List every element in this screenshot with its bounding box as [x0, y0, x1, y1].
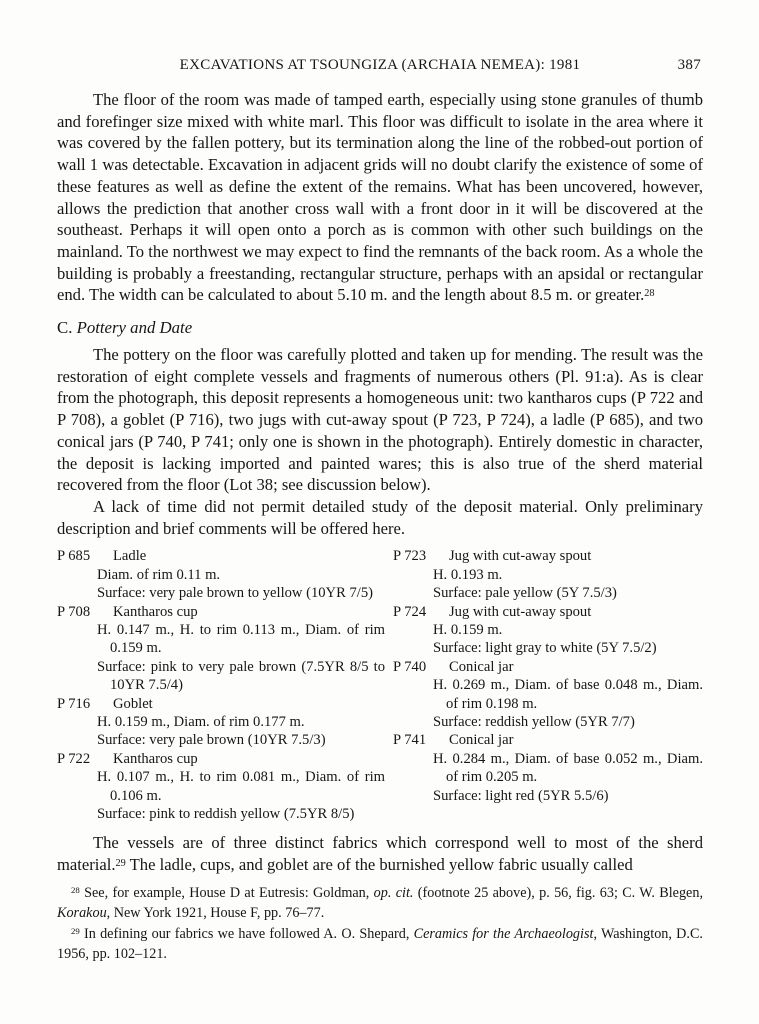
catalog-entry-head [57, 603, 385, 621]
catalog-entry-detail: H. 0.193 m. [433, 566, 503, 583]
catalog-entry-detail: Surface: light gray to white (5Y 7.5/2) [433, 640, 657, 657]
catalog-entry-number: P 723 [393, 548, 427, 565]
catalog-entry-name: Jug with cut-away spout [449, 603, 592, 620]
paragraph-pottery-overview [57, 344, 703, 496]
catalog-entry-head [57, 547, 385, 565]
catalog-entry-detail: Surface: pale yellow (5Y 7.5/3) [433, 585, 617, 602]
catalog-entry-detail: Surface: very pale brown (10YR 7.5/3) [97, 732, 326, 749]
footnote [57, 924, 703, 965]
catalog-entry-detail: Surface: very pale brown to yellow (10YR 7/5) [97, 585, 373, 602]
text-run: The floor of the room was made of tamped earth, especially using stone granules of thumb and forefinger size mixed with white marl. This floor was difficult to isolate in the area where it was covered by the fallen pottery, but its termination along the line of the robbed-out portion of wall 1 was detectable. Excavation in adjacent grids will no doubt clarify the existence of some of these features as well as define the extent of the remains. What has been uncovered, however, allows the prediction that another cross wall with a front door in it will be discovered at the southeast. Perhaps it will open onto a porch as is common with other such buildings on the mainland. To the northwest we may expect to find the remnants of the back room. As a whole the building is probably a freestanding, rectangular structure, perhaps with an apsidal or rectangular end. The width can be calculated to about 5.10 m. and the length about 8.5 m. or greater. [57, 90, 703, 305]
catalog-entry-number: P 685 [57, 548, 91, 565]
pottery-catalog [57, 547, 703, 823]
footnotes-section [57, 883, 703, 965]
running-head [57, 57, 703, 77]
catalog-entry-detail: H. 0.159 m., Diam. of rim 0.177 m. [97, 714, 305, 731]
catalog-entry [57, 750, 385, 824]
text-run: See, for example, House D at Eutresis: Goldman, [79, 884, 374, 901]
catalog-entry [393, 731, 703, 805]
text-run: Pottery and Date [76, 318, 193, 338]
catalog-entry-number: P 708 [57, 603, 91, 620]
text-run: op. cit. [373, 884, 414, 901]
text-run: Ceramics for the Archaeologist [413, 925, 594, 942]
catalog-entry [57, 603, 385, 695]
text-run: In defining our fabrics we have followed A. O. Shepard, [79, 925, 414, 942]
catalog-entry-number: P 740 [393, 658, 427, 675]
catalog-entry [57, 547, 385, 602]
catalog-entry-number: P 722 [57, 750, 91, 767]
catalog-entry-detail: H. 0.107 m., H. to rim 0.081 m., Diam. of rim 0.106 m. [97, 769, 385, 804]
footnote-reference: 28 [644, 287, 655, 299]
text-run: The pottery on the floor was carefully plotted and taken up for mending. The result was the restoration of eight complete vessels and fragments of numerous others (Pl. 91:a). As is clear from the photograph, this deposit represents a homogeneous unit: two kantharos cups (P 722 and P 708), a goblet (P 716), two jugs with cut-away spout (P 723, P 724), a ladle (P 685), and two conical jars (P 740, P 741; only one is shown in the photograph). Entirely domestic in character, the deposit is lacking imported and painted wares; this is also true of the sherd material recovered from the floor (Lot 38; see discussion below). [57, 345, 703, 495]
footnote-number: 28 [71, 884, 80, 895]
catalog-entry-head [393, 547, 703, 565]
catalog-entry-detail: Surface: light red (5YR 5.5/6) [433, 787, 609, 804]
paragraph-fabrics [57, 832, 703, 875]
catalog-entry-detail: Surface: pink to reddish yellow (7.5YR 8/5) [97, 806, 355, 823]
text-run: (footnote 25 above), p. 56, fig. 63; C. W. Blegen, [413, 884, 703, 901]
catalog-entry-detail: H. 0.159 m. [433, 621, 503, 638]
text-run: The ladle, cups, and goblet are of the burnished yellow fabric usually called [125, 855, 633, 875]
running-title: EXCAVATIONS AT TSOUNGIZA (ARCHAIA NEMEA): 1981 [179, 57, 581, 73]
catalog-entry-head [393, 603, 703, 621]
catalog-entry-number: P 724 [393, 603, 427, 620]
catalog-entry-name: Goblet [113, 695, 153, 712]
text-run: , New York 1921, House F, pp. 76–77. [106, 905, 325, 922]
catalog-entry-head [57, 750, 385, 768]
catalog-entry [393, 658, 703, 732]
footnote [57, 883, 703, 924]
catalog-entry-detail: Surface: pink to very pale brown (7.5YR 8/5 to 10YR 7.5/4) [97, 658, 385, 694]
paragraph-floor-description [57, 89, 703, 306]
catalog-entry [57, 695, 385, 750]
catalog-entry [393, 603, 703, 658]
catalog-entry-detail: Surface: reddish yellow (5YR 7/7) [433, 714, 635, 731]
text-run: Korakou [57, 905, 107, 922]
catalog-entry-head [393, 658, 703, 676]
catalog-entry-detail: H. 0.284 m., Diam. of base 0.052 m., Diam. of rim 0.205 m. [433, 750, 703, 786]
paragraph-lack-of-time [57, 496, 703, 539]
catalog-entry-name: Conical jar [449, 732, 514, 749]
catalog-entry-detail: H. 0.269 m., Diam. of base 0.048 m., Diam. of rim 0.198 m. [433, 677, 703, 712]
catalog-entry-name: Jug with cut-away spout [449, 548, 592, 565]
text-run: C. [57, 318, 77, 338]
catalog-column-left [57, 547, 385, 823]
catalog-column-right [393, 547, 703, 823]
footnote-number: 29 [71, 925, 80, 936]
catalog-entry-name: Ladle [113, 548, 147, 565]
text-run: , Washington, D.C. 1956, pp. 102–121. [57, 925, 703, 963]
text-run: A lack of time did not permit detailed study of the deposit material. Only preliminary description and brief comments will be offered here. [57, 496, 703, 538]
catalog-entry [393, 547, 703, 602]
page-number: 387 [677, 57, 701, 73]
catalog-entry-detail: H. 0.147 m., H. to rim 0.113 m., Diam. of rim 0.159 m. [97, 621, 385, 657]
section-heading-pottery-and-date [57, 317, 703, 339]
catalog-entry-name: Kantharos cup [113, 603, 198, 620]
catalog-entry-number: P 716 [57, 695, 91, 712]
catalog-entry-number: P 741 [393, 732, 427, 749]
catalog-entry-name: Kantharos cup [113, 750, 198, 767]
text-run: The vessels are of three distinct fabrics which correspond well to most of the sherd material. [57, 833, 703, 875]
footnote-reference: 29 [115, 857, 126, 869]
catalog-entry-name: Conical jar [449, 658, 514, 675]
catalog-entry-head [57, 695, 385, 713]
catalog-entry-head [393, 731, 703, 749]
catalog-entry-detail: Diam. of rim 0.11 m. [97, 566, 221, 583]
